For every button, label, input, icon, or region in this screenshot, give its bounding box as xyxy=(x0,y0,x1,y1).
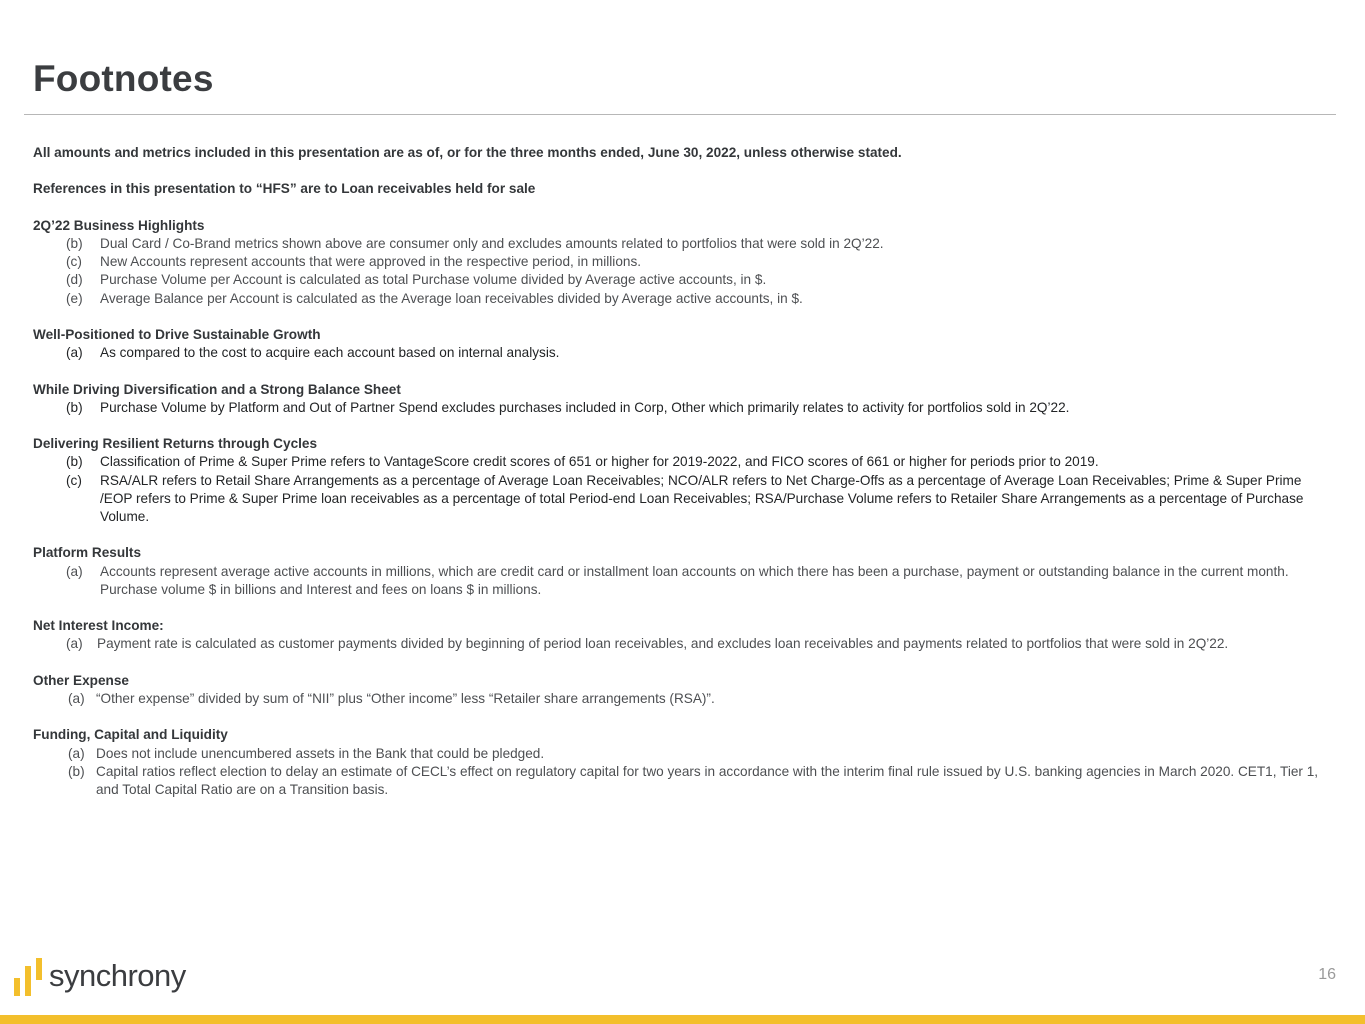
footnote-marker: (b) xyxy=(68,763,85,779)
footnote xyxy=(33,271,1323,289)
footnote-text: Payment rate is calculated as customer payments divided by beginning of period loan receivables, and excludes loan receivables and payments related to portfolios that were sold in 2Q’22. xyxy=(97,636,1229,652)
footnote-text: New Accounts represent accounts that were approved in the respective period, in millions. xyxy=(100,254,642,270)
footnote-text: Purchase Volume per Account is calculated as total Purchase volume divided by Average active accounts, in $. xyxy=(100,272,767,288)
footnote xyxy=(33,745,1323,763)
footnote-marker: (b) xyxy=(66,399,83,415)
section-business-highlights xyxy=(33,217,1323,308)
intro-statement: All amounts and metrics included in this presentation are as of, or for the three months ended, June 30, 2022, unless otherwise stated. xyxy=(33,145,902,160)
section-resilient-returns xyxy=(33,435,1323,526)
section-net-interest-income xyxy=(33,617,1323,653)
section-title: Delivering Resilient Returns through Cycles xyxy=(33,436,318,452)
footnote-text: As compared to the cost to acquire each account based on internal analysis. xyxy=(100,345,560,361)
page-number: 16 xyxy=(1318,966,1336,983)
section-diversification xyxy=(33,381,1323,417)
section-title: Well-Positioned to Drive Sustainable Growth xyxy=(33,326,321,342)
synchrony-bars-icon xyxy=(14,958,44,998)
footnote-text: RSA/ALR refers to Retail Share Arrangements as a percentage of Average Loan Receivables; NCO/ALR refers to Net Charge-Offs as a percentage of Average Loan Receivables; Prime & Super Prime /EOP refers to Prime & Super Prime loan receivables as a percentage of total Period-end Loan Receivables; RSA/Purchase Volume refers to Retailer Share Arrangements as a percentage of Purchase Volume. xyxy=(100,472,1304,524)
footnote xyxy=(33,344,1323,362)
footnote xyxy=(33,763,1323,799)
footnote xyxy=(33,235,1323,253)
footnote xyxy=(33,453,1323,471)
footnote-marker: (c) xyxy=(66,254,82,270)
footnote-marker: (a) xyxy=(66,636,83,652)
footnote-text: Purchase Volume by Platform and Out of Partner Spend excludes purchases included in Corp, Other which primarily relates to activity for portfolios sold in 2Q’22. xyxy=(100,399,1070,415)
section-title: Other Expense xyxy=(33,672,129,688)
footnote-marker: (e) xyxy=(66,290,83,306)
footnote-marker: (a) xyxy=(66,345,83,361)
brand-accent-bar xyxy=(0,1015,1365,1024)
section-title: Platform Results xyxy=(33,545,142,561)
section-sustainable-growth xyxy=(33,326,1323,362)
section-title: Net Interest Income: xyxy=(33,618,164,634)
section-title: While Driving Diversification and a Strong Balance Sheet xyxy=(33,381,401,397)
title-divider xyxy=(24,114,1336,115)
footnote-text: Capital ratios reflect election to delay an estimate of CECL’s effect on regulatory capital for two years in accordance with the interim final rule issued by U.S. banking agencies in March 2020. CET1, Tier 1, and Total Capital Ratio are on a Transition basis. xyxy=(96,763,1319,797)
footnote xyxy=(33,399,1323,417)
footnote xyxy=(33,690,1323,708)
footnote xyxy=(33,635,1323,653)
footnote-text: Dual Card / Co-Brand metrics shown above are consumer only and excludes amounts related to portfolios that were sold in 2Q’22. xyxy=(100,235,884,251)
section-funding-capital-liquidity xyxy=(33,726,1323,799)
footnote-marker: (b) xyxy=(66,454,83,470)
section-title: Funding, Capital and Liquidity xyxy=(33,727,228,743)
footnote-marker: (a) xyxy=(68,690,85,706)
footnote-marker: (c) xyxy=(66,472,82,488)
footnote xyxy=(33,563,1323,599)
footnote-text: Accounts represent average active accounts in millions, which are credit card or installment loan accounts on which there has been a purchase, payment or outstanding balance in the current month. Purchase volume $ in billions and Interest and fees on loans $ in millions. xyxy=(100,563,1289,597)
footnote-marker: (d) xyxy=(66,272,83,288)
footnote-text: Classification of Prime & Super Prime refers to VantageScore credit scores of 651 or higher for 2019-2022, and FICO scores of 661 or higher for periods prior to 2019. xyxy=(100,454,1099,470)
footnote-text: Average Balance per Account is calculated as the Average loan receivables divided by Average active accounts, in $. xyxy=(100,290,803,306)
footnote-text: Does not include unencumbered assets in the Bank that could be pledged. xyxy=(96,745,545,761)
footnote xyxy=(33,253,1323,271)
page-title: Footnotes xyxy=(33,58,214,99)
footnote-text: “Other expense” divided by sum of “NII” plus “Other income” less “Retailer share arrangements (RSA)”. xyxy=(96,690,715,706)
footnote xyxy=(33,290,1323,308)
footnote-marker: (a) xyxy=(68,745,85,761)
section-platform-results xyxy=(33,544,1323,599)
footnote-marker: (b) xyxy=(66,235,83,251)
intro-hfs-reference: References in this presentation to “HFS” are to Loan receivables held for sale xyxy=(33,181,536,197)
footnotes-body xyxy=(33,144,1323,817)
brand-name: synchrony xyxy=(49,958,186,993)
footnote-marker: (a) xyxy=(66,563,83,579)
section-title: 2Q’22 Business Highlights xyxy=(33,217,205,233)
section-other-expense xyxy=(33,672,1323,708)
footnote xyxy=(33,472,1323,527)
